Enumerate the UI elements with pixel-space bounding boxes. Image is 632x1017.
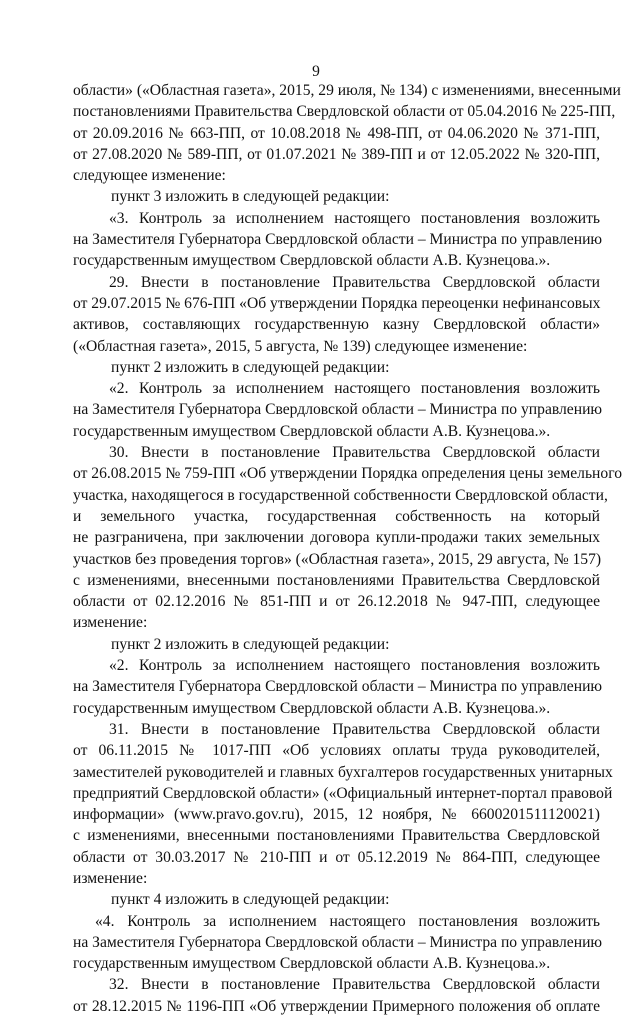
text-line: на Заместителя Губернатора Свердловской области – Министра по управлению	[73, 933, 603, 951]
text-line: государственным имуществом Свердловской области А.В. Кузнецова.».	[73, 252, 551, 270]
text-line: государственным имуществом Свердловской области А.В. Кузнецова.».	[73, 699, 551, 717]
text-line: 31. Внести в постановление Правительства Свердловской области	[109, 720, 600, 738]
text-line: изменение:	[73, 614, 148, 632]
text-line: пункт 4 изложить в следующей редакции:	[111, 891, 390, 909]
text-line: 32. Внести в постановление Правительства Свердловской области	[109, 976, 600, 994]
text-line: и земельного участка, государственная собственность на который	[73, 507, 600, 525]
text-line: постановлениями Правительства Свердловской области от 05.04.2016 № 225-ПП,	[73, 103, 616, 121]
text-line: государственным имуществом Свердловской области А.В. Кузнецова.».	[73, 955, 551, 973]
text-line: предприятий Свердловской области» («Официальный интернет-портал правовой	[73, 784, 613, 802]
text-line: «3. Контроль за исполнением настоящего постановления возложить	[109, 209, 600, 227]
text-line: информации» (www.pravo.gov.ru), 2015, 12 ноября, № 6600201511120021)	[73, 806, 600, 824]
text-line: не разграничена, при заключении договора купли-продажи таких земельных	[73, 529, 600, 547]
text-line: от 20.09.2016 № 663-ПП, от 10.08.2018 № 498-ПП, от 04.06.2020 № 371-ПП,	[73, 124, 600, 142]
text-line: следующее изменение:	[73, 167, 226, 185]
text-line: «2. Контроль за исполнением настоящего постановления возложить	[109, 380, 600, 398]
document-body	[73, 80, 623, 1017]
text-line: пункт 3 изложить в следующей редакции:	[111, 188, 390, 206]
text-line: государственным имуществом Свердловской области А.В. Кузнецова.».	[73, 422, 551, 440]
text-line: пункт 2 изложить в следующей редакции:	[111, 635, 390, 653]
text-line: от 26.08.2015 № 759-ПП «Об утверждении Порядка определения цены земельного	[73, 465, 623, 483]
text-line: области от 02.12.2016 № 851-ПП и от 26.12.2018 № 947-ПП, следующее	[73, 593, 600, 611]
text-line: участков без проведения торгов» («Областная газета», 2015, 29 августа, № 157)	[73, 550, 602, 568]
text-line: изменение:	[73, 869, 148, 887]
text-line: «2. Контроль за исполнением настоящего постановления возложить	[109, 657, 600, 675]
text-line: на Заместителя Губернатора Свердловской области – Министра по управлению	[73, 678, 603, 696]
page-number: 9	[312, 63, 320, 80]
text-line: области от 30.03.2017 № 210-ПП и от 05.12.2019 № 864-ПП, следующее	[73, 848, 600, 866]
text-line: области» («Областная газета», 2015, 29 июля, № 134) с изменениями, внесенными	[73, 82, 621, 99]
text-line: заместителей руководителей и главных бухгалтеров государственных унитарных	[73, 763, 613, 781]
text-line: 29. Внести в постановление Правительства Свердловской области	[109, 273, 600, 291]
text-line: на Заместителя Губернатора Свердловской области – Министра по управлению	[73, 231, 603, 249]
text-line: от 29.07.2015 № 676-ПП «Об утверждении Порядка переоценки нефинансовых	[73, 294, 601, 312]
text-line: с изменениями, внесенными постановлениями Правительства Свердловской	[73, 571, 600, 589]
text-line: активов, составляющих государственную казну Свердловской области»	[73, 316, 600, 334]
text-line: с изменениями, внесенными постановлениями Правительства Свердловской	[73, 827, 600, 845]
text-line: от 27.08.2020 № 589-ПП, от 01.07.2021 № 389-ПП и от 12.05.2022 № 320-ПП,	[73, 145, 600, 163]
text-line: «4. Контроль за исполнением настоящего постановления возложить	[95, 912, 600, 930]
text-line: на Заместителя Губернатора Свердловской области – Министра по управлению	[73, 401, 603, 419]
text-line: («Областная газета», 2015, 5 августа, № 139) следующее изменение:	[73, 337, 528, 355]
text-line: от 06.11.2015 № 1017-ПП «Об условиях оплаты труда руководителей,	[73, 742, 600, 760]
text-line: участка, находящегося в государственной собственности Свердловской области,	[73, 486, 608, 504]
text-line: 30. Внести в постановление Правительства Свердловской области	[109, 444, 600, 462]
text-line: пункт 2 изложить в следующей редакции:	[111, 358, 390, 376]
text-line: от 28.12.2015 № 1196-ПП «Об утверждении Примерного положения об оплате	[73, 997, 600, 1015]
